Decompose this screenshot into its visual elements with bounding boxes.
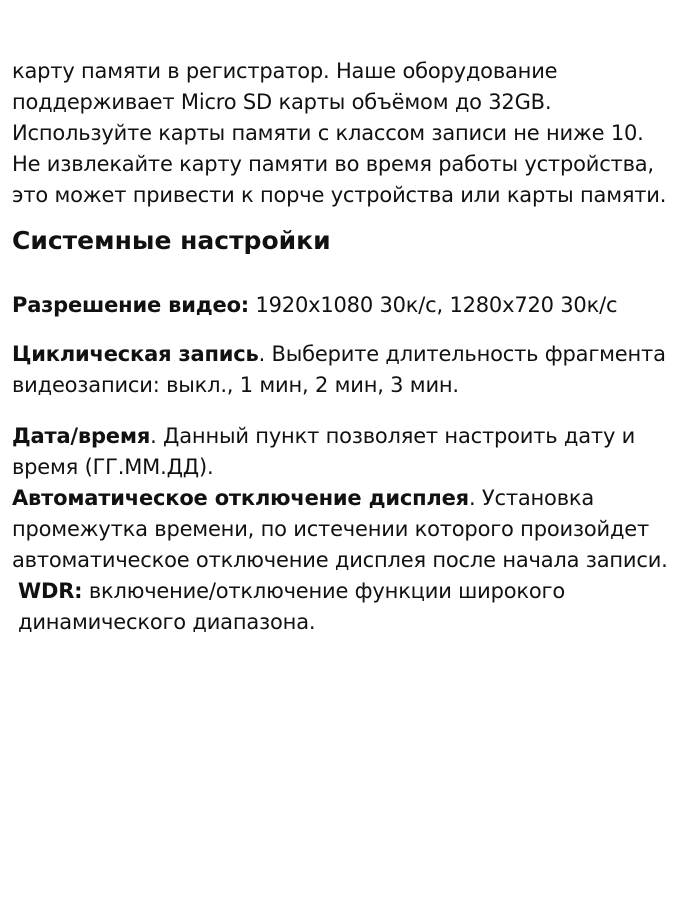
setting-wdr (12, 576, 672, 638)
intro-paragraph: карту памяти в регистратор. Наше оборудование поддерживает Micro SD карты объёмом до 32GB. Используйте карты памяти с классом записи не ниже 10. Не извлекайте карту памяти во время работы устройства, это может привести к порче устройства или карты памяти. (12, 59, 667, 207)
setting-datetime-label: Дата/время (12, 424, 151, 448)
setting-display-autooff-label: Автоматическое отключение дисплея (12, 486, 469, 510)
setting-display-autooff-text: . Установка промежутка времени, по истечении которого произойдет автоматическое отключение дисплея после начала записи. (12, 486, 668, 572)
setting-wdr-label: WDR: (18, 579, 83, 603)
section-title: Системные настройки (12, 226, 331, 255)
setting-display-autooff (12, 483, 672, 576)
setting-loop-recording-label: Циклическая запись (12, 342, 259, 366)
setting-resolution-text: 1920x1080 30к/с, 1280x720 30к/с (249, 293, 618, 317)
setting-resolution-label: Разрешение видео: (12, 293, 249, 317)
setting-loop-recording-text: . Выберите длительность фрагмента видеозаписи: выкл., 1 мин, 2 мин, 3 мин. (12, 342, 666, 397)
setting-resolution (12, 287, 672, 323)
setting-datetime (12, 421, 672, 483)
setting-datetime-text: . Данный пункт позволяет настроить дату и время (ГГ.ММ.ДД). (12, 424, 636, 479)
setting-wdr-text: включение/отключение функции широкого динамического диапазона. (18, 579, 565, 634)
setting-loop-recording (12, 339, 672, 401)
manual-page (12, 56, 672, 638)
